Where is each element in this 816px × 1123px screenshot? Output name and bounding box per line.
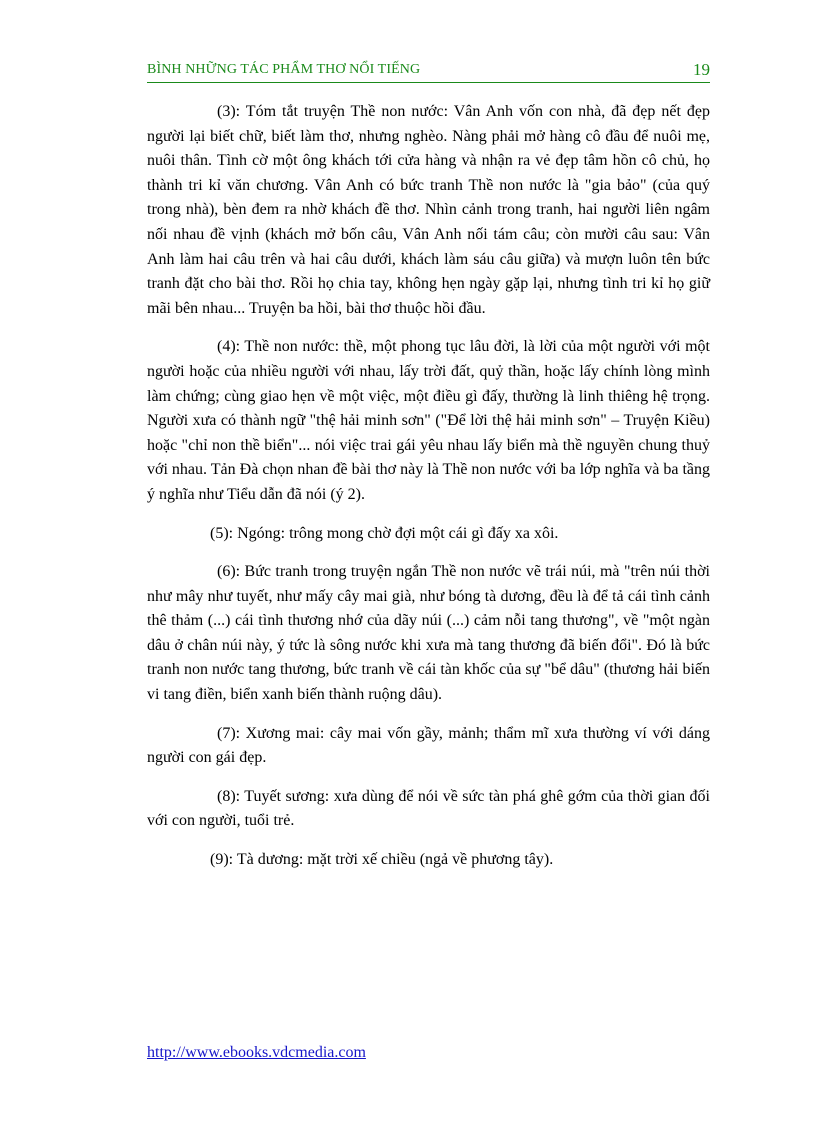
footer-link[interactable]: http://www.ebooks.vdcmedia.com xyxy=(147,1044,366,1061)
note-8: (8): Tuyết sương: xưa dùng để nói về sức tàn phá ghê gớm của thời gian đối với con người, tuổi trẻ. xyxy=(147,787,710,830)
notes-body xyxy=(147,100,710,887)
note-5: (5): Ngóng: trông mong chờ đợi một cái gì đấy xa xôi. xyxy=(210,524,559,542)
note-4: (4): Thề non nước: thề, một phong tục lâu đời, là lời của một người với một người hoặc của nhiều người với nhau, lấy trời đất, quỷ thần, hoặc lấy chính lòng mình làm chứng; cùng giao hẹn về một việc, một điều gì đấy, thường là linh thiêng hệ trọng. Người xưa có thành ngữ "thệ hải minh sơn" ("Để lời thệ hải minh sơn" – Truyện Kiều) hoặc "chỉ non thề biển"... nói việc trai gái yêu nhau lấy biển mà thề nguyền chung thuỷ với nhau. Tản Đà chọn nhan đề bài thơ này là Thề non nước với ba lớp nghĩa và ba tầng ý nghĩa như Tiểu dẫn đã nói (ý 2). xyxy=(147,338,710,503)
note-6: (6): Bức tranh trong truyện ngắn Thề non nước vẽ trái núi, mà "trên núi thời như mây như tuyết, như mấy cây mai già, như bóng tà dương, đều là để tả cái tình cảnh thê thảm (...) cái tình thương nhớ của dãy núi (...) cảm nỗi tang thương", về "một ngàn dâu ở chân núi này, ý tức là sông nước khi xưa mà tang thương đã biến đổi". Đó là bức tranh non nước tang thương, bức tranh về cái tàn khốc của sự "bể dâu" (thương hải biến vi tang điền, biển xanh biến thành ruộng dâu). xyxy=(147,563,710,704)
page-number: 19 xyxy=(693,60,710,79)
note-9: (9): Tà dương: mặt trời xế chiều (ngả về phương tây). xyxy=(210,851,554,869)
book-title: BÌNH NHỮNG TÁC PHẨM THƠ NỔI TIẾNG xyxy=(147,62,421,77)
note-3: (3): Tóm tắt truyện Thề non nước: Vân Anh vốn con nhà, đã đẹp nết đẹp người lại biết chữ, biết làm thơ, nhưng nghèo. Nàng phải mở hàng cô đầu để nuôi mẹ, nuôi thân. Tình cờ một ông khách tới cửa hàng và nhận ra vẻ đẹp tâm hồn cô chủ, họ thành tri kỉ văn chương. Vân Anh có bức tranh Thề non nước là "gia bảo" (của quý trong nhà), bèn đem ra nhờ khách đề thơ. Nhìn cảnh trong tranh, hai người liên ngâm nối nhau đề vịnh (khách mở bốn câu, Vân Anh nối tám câu; còn mười câu sau: Vân Anh làm hai câu trên và hai câu dưới, khách làm sáu câu giữa) và mượn luôn tên bức tranh đặt cho bài thơ. Rồi họ chia tay, không hẹn ngày gặp lại, nhưng tình tri kỉ họ giữ mãi bên nhau... Truyện ba hồi, bài thơ thuộc hồi đầu. xyxy=(147,103,710,317)
running-header xyxy=(147,60,710,83)
note-7: (7): Xương mai: cây mai vốn gầy, mảnh; thẩm mĩ xưa thường ví với dáng người con gái đẹp. xyxy=(147,724,710,767)
